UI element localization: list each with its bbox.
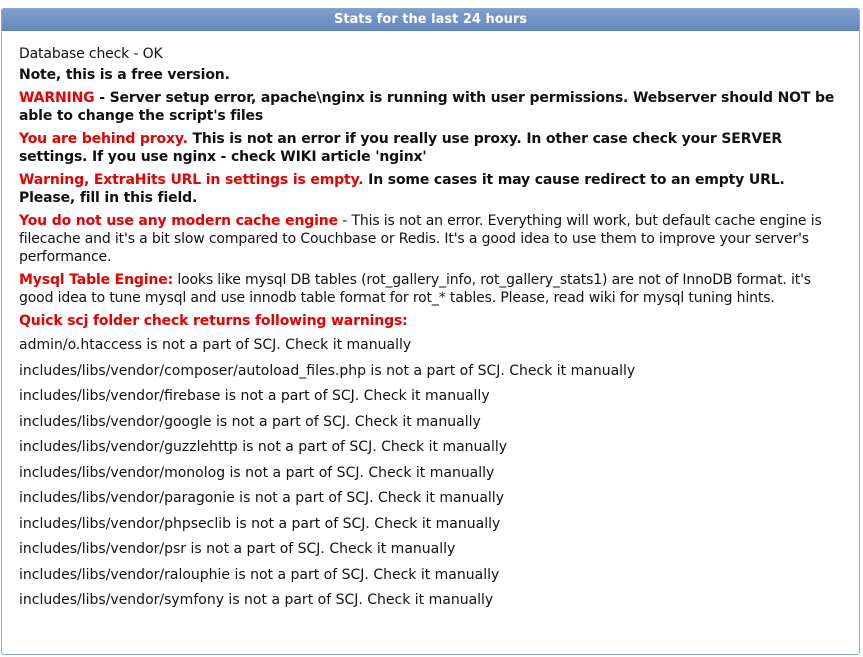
- stats-panel: [1, 8, 860, 655]
- db-check-status: Database check - OK: [19, 46, 163, 62]
- scj-warnings-list: [19, 336, 841, 617]
- cache-text: - This is not an error. Everything will work, but default cache engine is filecache and it's a bit slow compared to Couchbase or Redis. It's a good idea to use them to improve your server's performance.: [19, 213, 822, 265]
- list-item: includes/libs/vendor/symfony is not a part of SCJ. Check it manually: [19, 592, 494, 608]
- extrahits-label: Warning, ExtraHits URL in settings is empty.: [19, 172, 364, 188]
- proxy-text: This is not an error if you really use proxy. In other case check your SERVER settings. If you use nginx - check WIKI article 'nginx': [19, 131, 783, 165]
- extrahits-warning: [19, 171, 841, 207]
- list-item: includes/libs/vendor/psr is not a part of SCJ. Check it manually: [19, 541, 456, 557]
- list-item: includes/libs/vendor/guzzlehttp is not a part of SCJ. Check it manually: [19, 439, 508, 455]
- mysql-label: Mysql Table Engine:: [19, 272, 174, 288]
- list-item: admin/o.htaccess is not a part of SCJ. Check it manually: [19, 337, 412, 353]
- proxy-label: You are behind proxy.: [19, 131, 188, 147]
- warning-text: - Server setup error, apache\nginx is running with user permissions. Webserver should NOT be able to change the script's files: [19, 90, 835, 124]
- list-item: includes/libs/vendor/composer/autoload_files.php is not a part of SCJ. Check it manually: [19, 362, 636, 379]
- list-item: includes/libs/vendor/phpseclib is not a part of SCJ. Check it manually: [19, 515, 501, 532]
- cache-label: You do not use any modern cache engine: [19, 213, 338, 229]
- list-item: includes/libs/vendor/monolog is not a part of SCJ. Check it manually: [19, 464, 495, 481]
- mysql-engine-notice: [19, 271, 841, 307]
- panel-body: [2, 31, 859, 617]
- mysql-text: looks like mysql DB tables (rot_gallery_info, rot_gallery_stats1) are not of InnoDB format. it's good idea to tune mysql and use innodb table format for rot_* tables. Please, read wiki for mysql tuning hints.: [19, 272, 811, 306]
- list-item: includes/libs/vendor/ralouphie is not a part of SCJ. Check it manually: [19, 566, 500, 583]
- list-item: includes/libs/vendor/google is not a part of SCJ. Check it manually: [19, 413, 481, 430]
- list-item: includes/libs/vendor/firebase is not a part of SCJ. Check it manually: [19, 388, 490, 404]
- extrahits-text: In some cases it may cause redirect to an empty URL. Please, fill in this field.: [19, 172, 785, 206]
- panel-title: Stats for the last 24 hours: [2, 9, 859, 31]
- proxy-warning: [19, 130, 841, 166]
- list-item: includes/libs/vendor/paragonie is not a part of SCJ. Check it manually: [19, 490, 504, 506]
- scj-warnings-heading: Quick scj folder check returns following warnings:: [19, 313, 408, 329]
- permissions-warning: [19, 89, 841, 125]
- warning-label: WARNING: [19, 90, 95, 106]
- cache-engine-notice: [19, 212, 841, 266]
- free-version-note: Note, this is a free version.: [19, 67, 230, 83]
